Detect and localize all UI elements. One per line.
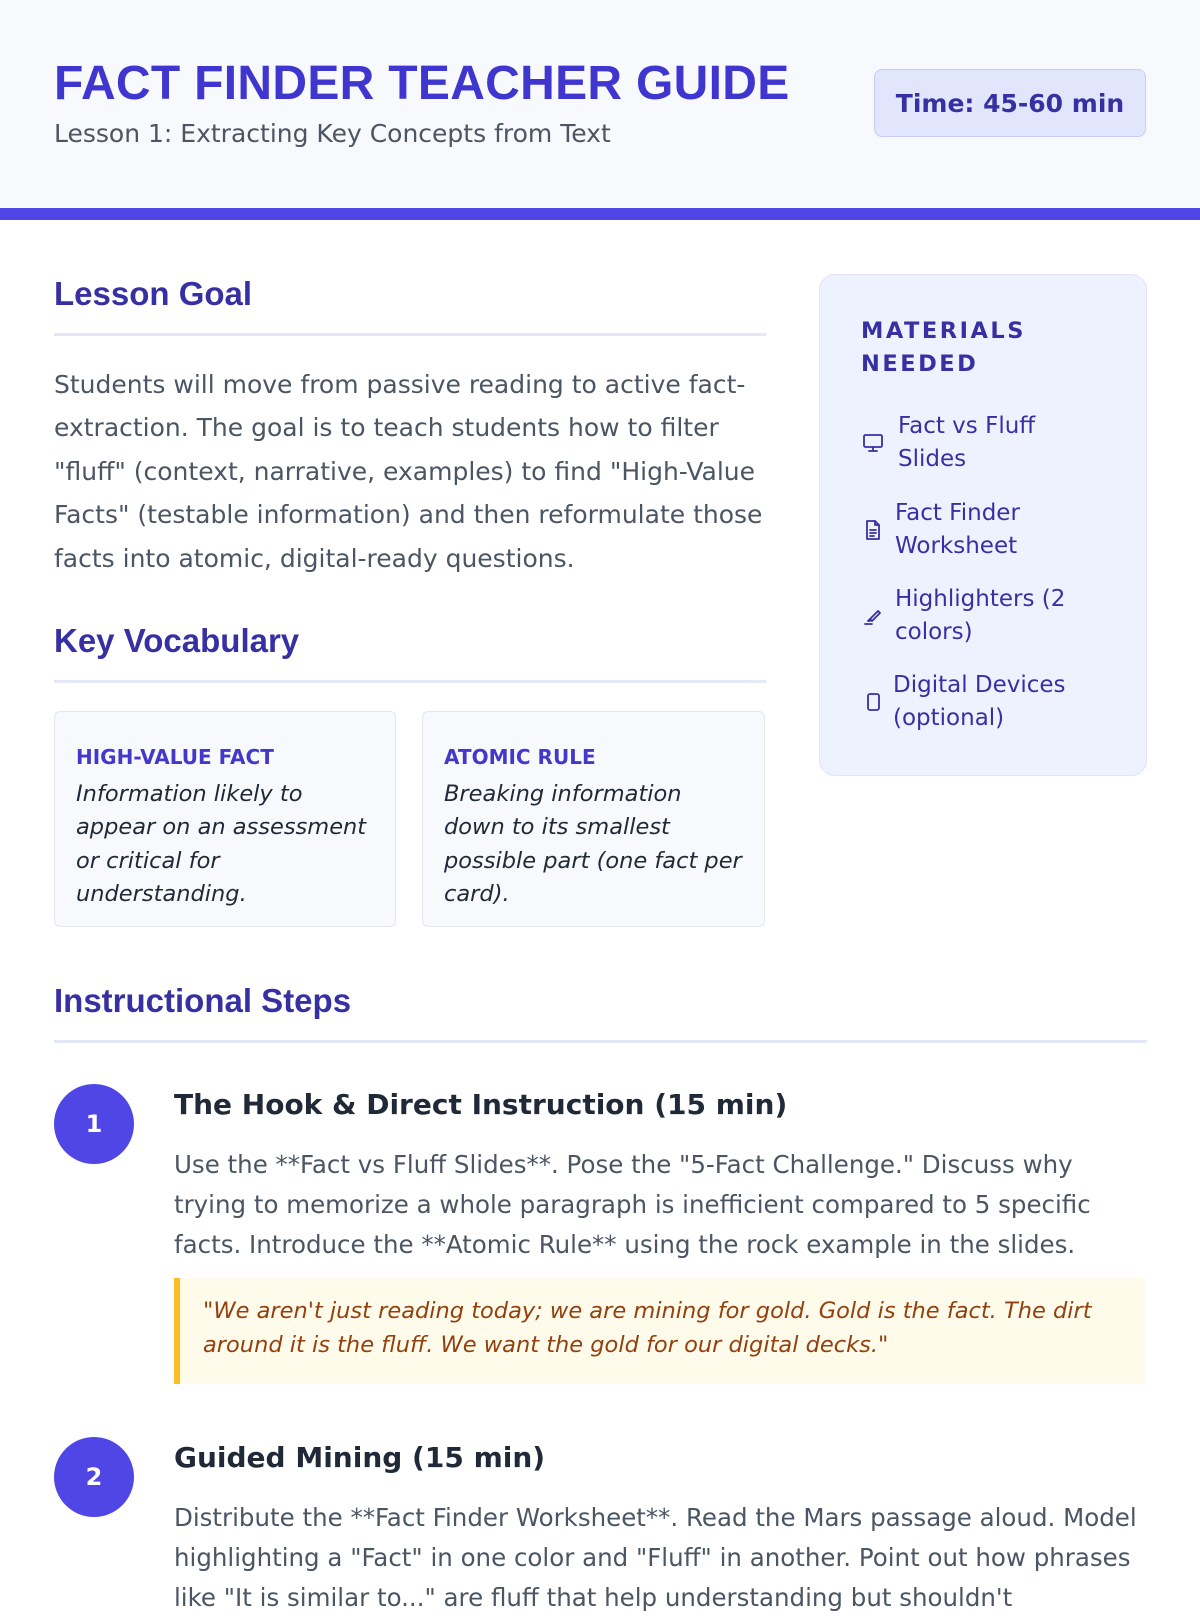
divider xyxy=(54,1040,1147,1043)
vocab-term: ATOMIC RULE xyxy=(444,745,596,769)
step-title: The Hook & Direct Instruction (15 min) xyxy=(174,1088,788,1121)
materials-item-worksheet xyxy=(861,497,1085,564)
page-title: FACT FINDER TEACHER GUIDE xyxy=(54,57,790,110)
vocab-card-high-value-fact xyxy=(54,711,396,927)
highlighter-icon xyxy=(861,604,885,628)
tablet-icon xyxy=(861,690,885,714)
monitor-icon xyxy=(861,431,885,455)
vocab-definition: Information likely to appear on an assessment or critical for understanding. xyxy=(76,781,367,908)
materials-panel xyxy=(819,274,1147,776)
materials-item-label: Digital Devices (optional) xyxy=(893,672,1066,732)
page-header xyxy=(0,0,1200,220)
lesson-goal-heading: Lesson Goal xyxy=(54,275,253,312)
step-body: Use the **Fact vs Fluff Slides**. Pose the "5-Fact Challenge." Discuss why trying to memorize a whole paragraph is inefficient compared to 5 specific facts. Introduce the **Atomic Rule** using the rock example in the slides. xyxy=(174,1150,1091,1259)
page-subtitle: Lesson 1: Extracting Key Concepts from Text xyxy=(54,119,611,148)
document-icon xyxy=(861,518,885,542)
materials-item-label: Fact Finder Worksheet xyxy=(895,500,1020,560)
step-number-badge: 2 xyxy=(54,1437,134,1517)
key-vocabulary-heading: Key Vocabulary xyxy=(54,622,300,659)
materials-item-slides xyxy=(861,410,1088,477)
step-number-badge: 1 xyxy=(54,1084,134,1164)
vocab-card-atomic-rule xyxy=(422,711,765,927)
lesson-goal-text: Students will move from passive reading to active fact-extraction. The goal is to teach students how to filter "fluff" (context, narrative, examples) to find "High-Value Facts" (testable information) and then reformulate those facts into atomic, digital-ready questions. xyxy=(54,370,763,573)
step-body: Distribute the **Fact Finder Worksheet**. Read the Mars passage aloud. Model highlighting a "Fact" in one color and "Fluff" in another. Point out how phrases like "It is similar to..." are fluff that help understanding but shouldn't xyxy=(174,1503,1137,1612)
vocab-term: HIGH-VALUE FACT xyxy=(76,745,274,769)
materials-item-devices xyxy=(861,669,1083,736)
teacher-quote: "We aren't just reading today; we are mining for gold. Gold is the fact. The dirt around it is the fluff. We want the gold for our digital decks." xyxy=(174,1278,1146,1384)
time-badge: Time: 45-60 min xyxy=(874,69,1146,137)
materials-item-highlighters xyxy=(861,583,1085,650)
vocab-definition: Breaking information down to its smallest possible part (one fact per card). xyxy=(444,781,742,908)
materials-item-label: Highlighters (2 colors) xyxy=(895,586,1066,646)
divider xyxy=(54,333,766,336)
materials-heading: MATERIALS NEEDED xyxy=(861,318,1026,377)
divider xyxy=(54,680,766,683)
instructional-steps-heading: Instructional Steps xyxy=(54,982,352,1019)
step-title: Guided Mining (15 min) xyxy=(174,1441,546,1474)
materials-item-label: Fact vs Fluff Slides xyxy=(898,413,1036,473)
